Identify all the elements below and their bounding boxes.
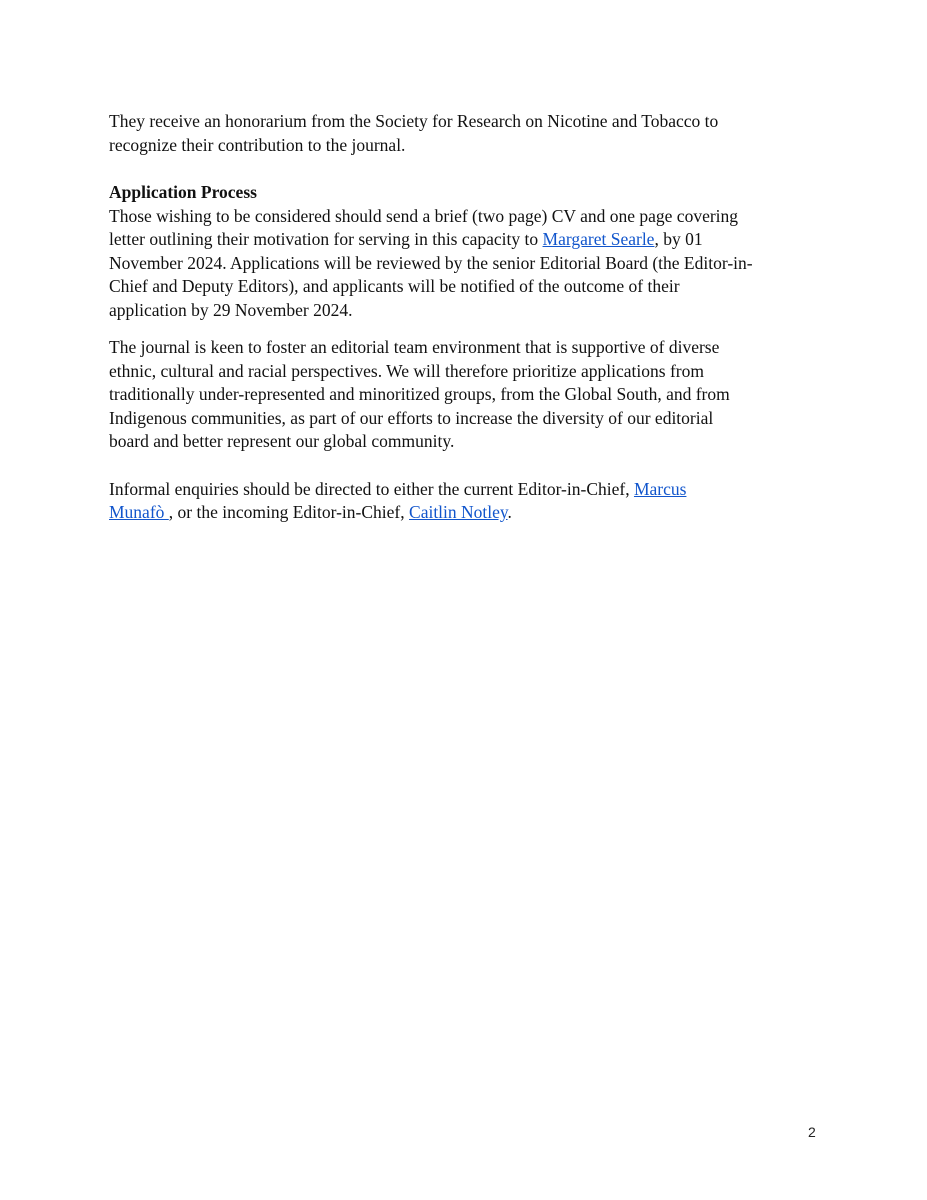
intro-paragraph bbox=[109, 110, 809, 157]
intro-line: They receive an honorarium from the Society for Research on Nicotine and Tobacco to bbox=[109, 111, 719, 131]
enquiries-text: , or the incoming Editor-in-Chief, bbox=[168, 502, 410, 522]
margaret-searle-link[interactable]: Margaret Searle bbox=[542, 229, 655, 249]
diversity-paragraph bbox=[109, 336, 809, 454]
diversity-line: Indigenous communities, as part of our efforts to increase the diversity of our editorial bbox=[109, 407, 714, 428]
diversity-line: ethnic, cultural and racial perspectives. We will therefore prioritize applications from bbox=[109, 360, 704, 381]
application-line bbox=[109, 228, 809, 252]
diversity-line: The journal is keen to foster an editorial team environment that is supportive of diverse bbox=[109, 337, 720, 357]
application-line: Chief and Deputy Editors), and applicants will be notified of the outcome of their bbox=[109, 276, 680, 296]
application-text: , by 01 bbox=[654, 229, 703, 249]
section-heading: Application Process bbox=[109, 182, 257, 202]
diversity-line: traditionally under-represented and minoritized groups, from the Global South, and from bbox=[109, 384, 730, 404]
enquiries-line bbox=[109, 501, 809, 525]
application-text: letter outlining their motivation for serving in this capacity to bbox=[109, 229, 543, 249]
caitlin-notley-link[interactable]: Caitlin Notley bbox=[409, 502, 508, 522]
diversity-line: board and better represent our global community. bbox=[109, 431, 455, 451]
marcus-munafo-link[interactable]: Munafò bbox=[109, 502, 169, 522]
application-line: Those wishing to be considered should send a brief (two page) CV and one page covering bbox=[109, 205, 739, 226]
enquiries-text: Informal enquiries should be directed to either the current Editor-in-Chief, bbox=[109, 478, 634, 499]
application-section bbox=[109, 181, 809, 322]
enquiries-line bbox=[109, 478, 809, 502]
page-number: 2 bbox=[808, 1124, 816, 1140]
page-content bbox=[109, 110, 809, 525]
application-line: November 2024. Applications will be reviewed by the senior Editorial Board (the Editor-in- bbox=[109, 252, 753, 273]
intro-line: recognize their contribution to the journal. bbox=[109, 134, 406, 155]
application-line: application by 29 November 2024. bbox=[109, 299, 353, 320]
enquiries-paragraph bbox=[109, 478, 809, 525]
enquiries-text: . bbox=[507, 502, 512, 522]
marcus-munafo-link[interactable]: Marcus bbox=[633, 478, 687, 499]
